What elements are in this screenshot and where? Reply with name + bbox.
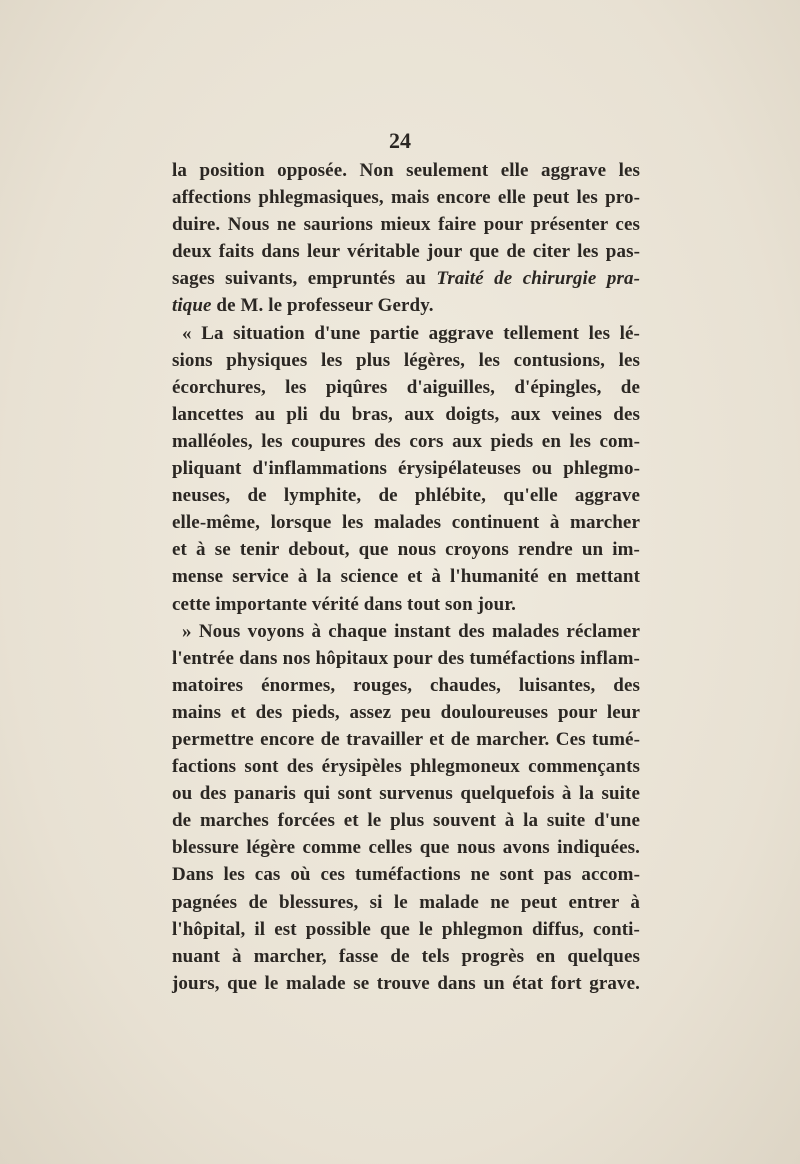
text-segment: permettre encore de travailler et de marcher. Ces tumé- <box>172 728 640 750</box>
text-segment: affections phlegmasiques, mais encore elle peut les pro- <box>172 187 640 209</box>
text-line <box>172 645 640 672</box>
text-line <box>172 347 640 374</box>
text-line <box>172 861 640 888</box>
text-line <box>172 889 640 916</box>
text-line <box>172 157 640 184</box>
text-segment: sions physiques les plus légères, les contusions, les <box>172 349 640 371</box>
text-line <box>172 455 640 482</box>
text-line <box>172 970 640 997</box>
text-line <box>172 753 640 780</box>
text-segment: Dans les cas où ces tuméfactions ne sont pas accom- <box>172 864 640 886</box>
text-segment: factions sont des érysipèles phlegmoneux commençants <box>172 756 640 778</box>
text-segment: la position opposée. Non seulement elle aggrave les <box>172 160 640 181</box>
text-segment: « La situation d'une partie aggrave tellement les lé- <box>182 322 640 344</box>
text-segment: l'hôpital, il est possible que le phlegmon diffus, conti- <box>172 918 640 940</box>
text-line <box>172 726 640 753</box>
text-line <box>172 672 640 699</box>
text-segment: de M. le professeur Gerdy. <box>211 295 434 317</box>
text-line <box>172 320 640 347</box>
text-segment: cette importante vérité dans tout son jour. <box>172 593 516 615</box>
text-segment: blessure légère comme celles que nous avons indiquées. <box>172 837 640 859</box>
text-line <box>172 834 640 861</box>
body-text <box>172 157 640 997</box>
italic-segment: Traité de chirurgie pra- <box>436 268 640 290</box>
text-segment: neuses, de lymphite, de phlébite, qu'elle aggrave <box>172 485 640 507</box>
text-segment: deux faits dans leur véritable jour que de citer les pas- <box>172 241 640 263</box>
text-line <box>172 563 640 590</box>
text-segment: » Nous voyons à chaque instant des malades réclamer <box>182 620 640 642</box>
text-line <box>172 211 640 238</box>
text-line <box>172 265 640 292</box>
text-line <box>172 292 640 319</box>
text-line <box>172 184 640 211</box>
text-line <box>172 780 640 807</box>
text-line <box>172 943 640 970</box>
text-line <box>172 591 640 618</box>
text-segment: elle-même, lorsque les malades continuent à marcher <box>172 512 640 534</box>
text-segment: pliquant d'inflammations érysipélateuses ou phlegmo- <box>172 458 640 480</box>
text-segment: malléoles, les coupures des cors aux pieds en les com- <box>172 430 640 452</box>
text-line <box>172 699 640 726</box>
italic-segment: tique <box>172 295 212 317</box>
text-line <box>172 536 640 563</box>
text-segment: duire. Nous ne saurions mieux faire pour présenter ces <box>172 214 640 236</box>
text-segment: écorchures, les piqûres d'aiguilles, d'épingles, de <box>172 376 640 398</box>
text-line <box>172 618 640 645</box>
text-line <box>172 509 640 536</box>
text-line <box>172 482 640 509</box>
text-segment: matoires énormes, rouges, chaudes, luisantes, des <box>172 674 640 696</box>
text-line <box>172 807 640 834</box>
text-segment: ou des panaris qui sont survenus quelquefois à la suite <box>172 783 640 805</box>
text-line <box>172 374 640 401</box>
text-segment: l'entrée dans nos hôpitaux pour des tuméfactions inflam- <box>172 647 640 669</box>
text-line <box>172 401 640 428</box>
text-segment: jours, que le malade se trouve dans un état fort grave. <box>172 972 640 994</box>
text-segment: lancettes au pli du bras, aux doigts, aux veines des <box>172 403 640 425</box>
text-segment: et à se tenir debout, que nous croyons rendre un im- <box>172 539 640 561</box>
text-line <box>172 916 640 943</box>
text-line <box>172 428 640 455</box>
text-segment: nuant à marcher, fasse de tels progrès en quelques <box>172 945 640 967</box>
text-segment: pagnées de blessures, si le malade ne peut entrer à <box>172 891 640 913</box>
text-segment: sages suivants, empruntés au <box>172 268 437 290</box>
text-segment: mains et des pieds, assez peu douloureuses pour leur <box>172 701 640 723</box>
text-segment: mense service à la science et à l'humanité en mettant <box>172 566 640 588</box>
text-line <box>172 238 640 265</box>
text-segment: de marches forcées et le plus souvent à la suite d'une <box>172 810 640 832</box>
page-number: 24 <box>389 128 411 153</box>
